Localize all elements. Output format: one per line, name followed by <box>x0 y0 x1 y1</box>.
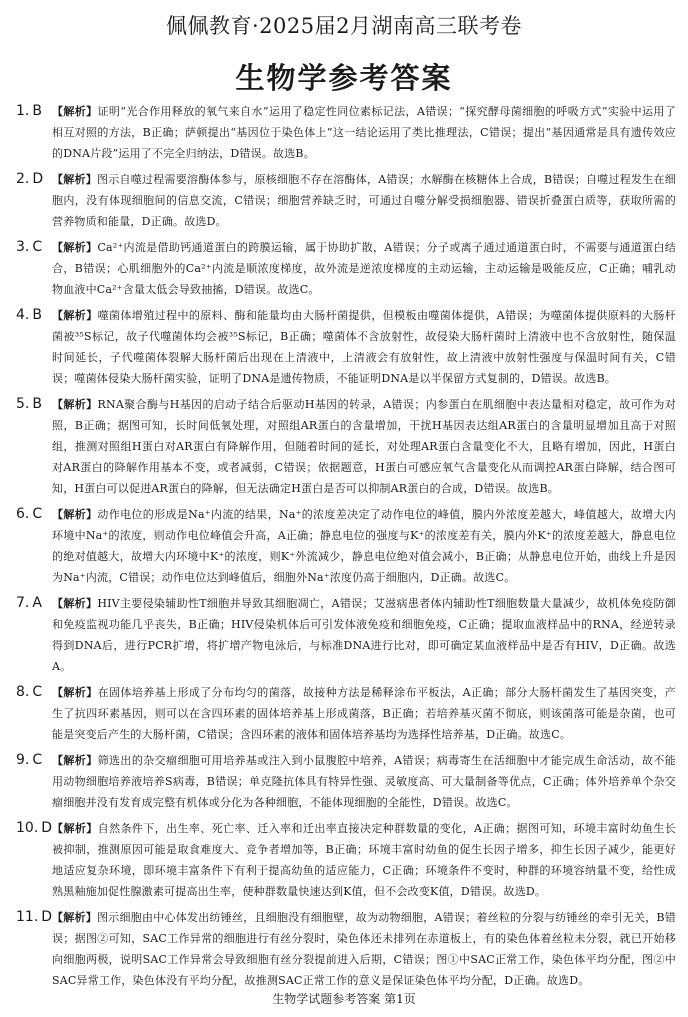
answer-item-4 <box>16 305 676 389</box>
explanation: 【解析】Ca²⁺内流是借助钙通道蛋白的跨膜运输，属于协助扩散，A错误；分子或离子通过通道蛋白时，不需要与通道蛋白结合，B错误；心肌细胞外的Ca²⁺内流是顺浓度梯度，故外流是逆浓度梯度的主动运输，主动运输是吸能反应，C正确；哺乳动物血液中Ca²⁺含量太低会导致抽搐，D错误。故选C。 <box>52 241 676 296</box>
answer-item-9 <box>16 750 676 813</box>
answer-letter: D <box>41 909 53 925</box>
analysis-tag: 【解析】 <box>52 822 98 835</box>
explanation: 【解析】动作电位的形成是Na⁺内流的结果，Na⁺的浓度差决定了动作电位的峰值，膜内外浓度差越大，峰值越大，故增大内环境中Na⁺的浓度，则动作电位峰值会升高，A正确；静息电位的强度与K⁺的浓度差有关，膜内外K⁺的浓度差越大，静息电位的绝对值越大，故增大内环境中K⁺的浓度，则K⁺外流减少，静息电位绝对值会减小，B正确；从静息电位开始，曲线上升是因为Na⁺内流，C错误；动作电位达到峰值后，细胞外Na⁺浓度仍高于细胞内，D正确。故选C。 <box>52 508 676 584</box>
answer-letter: B <box>32 307 42 323</box>
explanation: 【解析】HIV主要侵染辅助性T细胞并导致其细胞凋亡，A错误；艾滋病患者体内辅助性T细胞数量大量减少，故机体免疫防御和免疫监视功能几乎丧失，B正确；HIV侵染机体后可引发体液免疫和细胞免疫，C正确；提取血液样品中的RNA，经逆转录得到DNA后，进行PCR扩增，将扩增产物电泳后，与标准DNA进行比对，即可确定某血液样品中是否有HIV，D正确。故选A。 <box>52 597 676 673</box>
question-number: 4. B <box>16 307 42 323</box>
answer-letter: B <box>32 396 42 412</box>
question-number: 6. C <box>16 506 43 522</box>
analysis-tag: 【解析】 <box>52 686 98 699</box>
answer-letter: D <box>32 171 44 187</box>
explanation: 【解析】噬菌体增殖过程中的原料、酶和能量均由大肠杆菌提供，但模板由噬菌体提供，A错误；为噬菌体提供原料的大肠杆菌被³⁵S标记，故子代噬菌体均会被³⁵S标记，B正确；噬菌体不含放射性，故侵染大肠杆菌时上清液中也不含放射性，随保温时间延长，子代噬菌体裂解大肠杆菌后出现在上清液中，上清液会有放射性，故上清液中放射性强度与保温时间有关，C错误；噬菌体侵染大肠杆菌实验，证明了DNA是遗传物质，不能证明DNA是以半保留方式复制的，D错误。故选B。 <box>52 309 676 385</box>
analysis-tag: 【解析】 <box>52 241 98 254</box>
question-number: 9. C <box>16 752 43 768</box>
analysis-tag: 【解析】 <box>52 597 98 610</box>
answer-letter: C <box>32 752 43 768</box>
explanation: 【解析】证明“光合作用释放的氧气来自水”运用了稳定性同位素标记法，A错误；“探究酵母菌细胞的呼吸方式”实验中运用了相互对照的方法，B正确；萨顿提出“基因位于染色体上”这一结论运用了类比推理法，C错误；提出“基因通常是具有遗传效应的DNA片段”运用了不完全归纳法，D错误。故选B。 <box>52 105 676 160</box>
question-number: 1. B <box>16 103 42 119</box>
answer-item-2 <box>16 169 676 232</box>
explanation: 【解析】筛选出的杂交瘤细胞可用培养基或注入到小鼠腹腔中培养，A错误；病毒寄生在活细胞中才能完成生命活动，故不能用动物细胞培养液培养S病毒，B错误；单克隆抗体具有特异性强、灵敏度高、可大量制备等优点，C正确；体外培养单个杂交瘤细胞并没有发育成完整有机体或分化为各种细胞，不能体现细胞的全能性，D错误。故选C。 <box>52 754 676 809</box>
answer-item-3 <box>16 237 676 300</box>
page-footer: 生物学试题参考答案 第1页 <box>272 992 416 1006</box>
answer-item-5 <box>16 394 676 499</box>
answer-letter: C <box>32 684 43 700</box>
answer-letter: C <box>32 239 43 255</box>
explanation: 【解析】在固体培养基上形成了分布均匀的菌落，故接种方法是稀释涂布平板法，A正确；部分大肠杆菌发生了基因突变，产生了抗四环素基因，则可以在含四环素的固体培养基上形成菌落，B正确；若培养基灭菌不彻底，则该菌落可能是杂菌，也可能是突变后产生的大肠杆菌，C错误；含四环素的液体和固体培养基均为选择性培养基，D正确。故选C。 <box>52 686 676 741</box>
explanation: 【解析】自然条件下，出生率、死亡率、迁入率和迁出率直接决定种群数量的变化，A正确；据图可知，环境丰富时幼鱼生长被抑制，推测原因可能是取食难度大、竞争者增加等，B正确；环境丰富时幼鱼的促生长因子增多，抑生长因子减少，能更好地适应复杂环境，即环境丰富条件下有利于提高幼鱼的适应能力，C正确；环境条件不变时，种群的环境容纳量不变，给性成熟黑釉施加促性腺激素可提高出生率，使种群数量快速达到K值，但不会改变K值，D错误。故选D。 <box>52 822 676 898</box>
answer-item-6 <box>16 504 676 588</box>
answer-letter: A <box>32 595 42 611</box>
question-number: 3. C <box>16 239 43 255</box>
answer-letter: B <box>32 103 42 119</box>
page-title: 生物学参考答案 <box>235 61 453 95</box>
question-number: 7. A <box>16 595 42 611</box>
analysis-tag: 【解析】 <box>52 173 97 186</box>
answer-letter: C <box>32 506 43 522</box>
answer-letter: D <box>41 820 53 836</box>
answer-item-1 <box>16 101 676 164</box>
exam-header: 佩佩教育·2025届2月湖南高三联考卷 <box>166 14 522 38</box>
explanation: 【解析】RNA聚合酶与H基因的启动子结合后驱动H基因的转录，A错误；内参蛋白在肌细胞中表达量相对稳定，故可作为对照，B正确；据图可知，长时间低氧处理，对照组AR蛋白的含量增加，干扰H基因表达组AR蛋白的含量明显增加且高于对照组，推测对照组H蛋白对AR蛋白有降解作用，但随着时间的延长，对处理AR蛋白含量变化不大，且略有增加，因此，H蛋白对AR蛋白的降解作用基本不变，或者减弱，C错误；依据题意，H蛋白可感应氧气含量变化从而调控AR蛋白降解，结合图可知，H蛋白可以促进AR蛋白的降解，但无法确定H蛋白是否可以抑制AR蛋白的合成，D错误。故选B。 <box>52 398 676 495</box>
analysis-tag: 【解析】 <box>52 754 98 767</box>
explanation: 【解析】图示自噬过程需要溶酶体参与，原核细胞不存在溶酶体，A错误；水解酶在核糖体上合成，B错误；自噬过程发生在细胞内，没有体现细胞间的信息交流，C错误；细胞营养缺乏时，可通过自噬分解受损细胞器、错误折叠蛋白质等，获取所需的营养物质和能量，D正确。故选D。 <box>52 173 676 228</box>
answer-item-7 <box>16 593 676 677</box>
analysis-tag: 【解析】 <box>52 911 98 924</box>
analysis-tag: 【解析】 <box>52 398 98 411</box>
question-number: 2. D <box>16 171 44 187</box>
question-number: 10. D <box>16 820 53 836</box>
analysis-tag: 【解析】 <box>52 309 98 322</box>
question-number: 5. B <box>16 396 42 412</box>
analysis-tag: 【解析】 <box>52 105 98 118</box>
answer-list <box>16 101 676 996</box>
question-number: 11. D <box>16 909 53 925</box>
answer-item-11 <box>16 907 676 991</box>
analysis-tag: 【解析】 <box>52 508 98 521</box>
answer-item-10 <box>16 818 676 902</box>
explanation: 【解析】图示细胞由中心体发出纺锤丝，且细胞没有细胞壁，故为动物细胞，A错误；着丝粒的分裂与纺锤丝的牵引无关，B错误；据图②可知，SAC工作异常的细胞进行有丝分裂时，染色体还未排列在赤道板上，有的染色体着丝粒未分裂，就已开始移向细胞两极，说明SAC工作异常会导致细胞有丝分裂提前进入后期，C错误；图①中SAC正常工作，染色体平均分配，图②中SAC异常工作，染色体没有平均分配，故推测SAC正常工作的意义是保证染色体平均分配，D正确。故选D。 <box>52 911 676 987</box>
question-number: 8. C <box>16 684 43 700</box>
answer-item-8 <box>16 682 676 745</box>
